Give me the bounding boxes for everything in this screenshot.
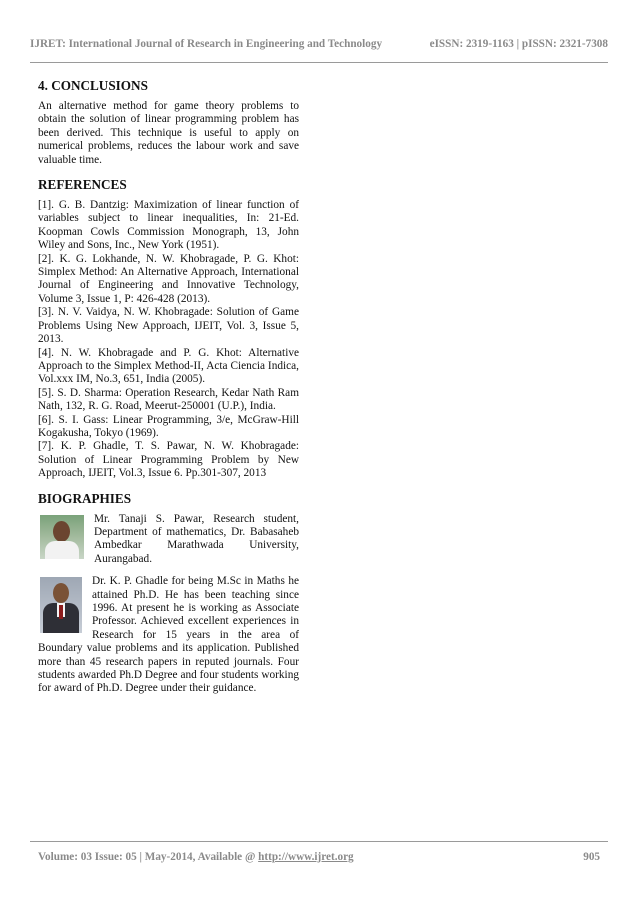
journal-link[interactable]: http://www.ijret.org bbox=[258, 851, 354, 863]
volume-text: Volume: 03 Issue: 05 | May-2014, Available @ bbox=[38, 851, 259, 863]
header-rule bbox=[30, 62, 608, 63]
biographies-heading: BIOGRAPHIES bbox=[38, 490, 132, 506]
page-header bbox=[30, 38, 608, 50]
conclusions-heading: 4. CONCLUSIONS bbox=[38, 78, 148, 93]
biographies-section bbox=[38, 491, 299, 696]
conclusions-text: An alternative method for game theory problems to obtain the solution of linear programming problem has been derived. This technique is useful to apply on numerical problems, reduces the labour work and save valuable time. bbox=[38, 100, 299, 166]
volume-info bbox=[38, 851, 354, 863]
main-column bbox=[38, 78, 299, 706]
references-heading: REFERENCES bbox=[38, 177, 127, 193]
biography-item bbox=[38, 513, 299, 567]
conclusions-section bbox=[38, 78, 299, 167]
reference-item: [6]. S. I. Gass: Linear Programming, 3/e, McGraw-Hill Kogakusha, Tokyo (1969). bbox=[38, 413, 299, 439]
reference-item: [3]. N. V. Vaidya, N. W. Khobragade: Solution of Game Problems Using New Approach, IJEIT, Vol. 3, Issue 5, 2013. bbox=[38, 306, 299, 346]
reference-item: [2]. K. G. Lokhande, N. W. Khobragade, P. G. Khot: Simplex Method: An Alternative Approach, International Journal of Engineering and Innovative Technology, Volume 3, Issue 1, P: 426-428 (2013). bbox=[38, 252, 299, 305]
page-footer bbox=[38, 851, 600, 863]
reference-item: [7]. K. P. Ghadle, T. S. Pawar, N. W. Khobragade: Solution of Linear Programming Problem by New Approach, IJEIT, Vol.3, Issue 6. Pp.301-307, 2013 bbox=[38, 440, 299, 480]
references-section bbox=[38, 177, 299, 481]
reference-item: [1]. G. B. Dantzig: Maximization of linear function of variables subject to linear inequalities, In: 21-Ed. Koopman Cowls Commission Monograph, 13, John Wiley and Sons, Inc., New York (1951). bbox=[38, 199, 299, 252]
biography-text: Dr. K. P. Ghadle for being M.Sc in Maths he attained Ph.D. He has been teaching since 1996. At present he is working as Associate Professor. Achieved excellent experiences in Research for 15 years in the area of Boundary value problems and its application. Published more than 45 research papers in reputed journals. Four students awarded Ph.D Degree and four students working for award of Ph.D. Degree under their guidance. bbox=[38, 575, 299, 695]
issn-info: eISSN: 2319-1163 | pISSN: 2321-7308 bbox=[429, 38, 608, 50]
page-number: 905 bbox=[583, 851, 600, 863]
reference-item: [4]. N. W. Khobragade and P. G. Khot: Alternative Approach to the Simplex Method-II, Acta Ciencia Indica, Vol.xxx IM, No.3, 651, India (2005). bbox=[38, 346, 299, 386]
journal-title: IJRET: International Journal of Research in Engineering and Technology bbox=[30, 38, 383, 50]
biography-item bbox=[38, 575, 299, 696]
reference-item: [5]. S. D. Sharma: Operation Research, Kedar Nath Ram Nath, 132, R. G. Road, Meerut-250001 (U.P.), India. bbox=[38, 386, 299, 413]
biography-text: Mr. Tanaji S. Pawar, Research student, Department of mathematics, Dr. Babasaheb Ambedkar Marathwada University, Aurangabad. bbox=[94, 512, 299, 565]
footer-rule bbox=[30, 841, 608, 842]
author-photo bbox=[40, 577, 82, 633]
author-photo bbox=[40, 515, 84, 559]
